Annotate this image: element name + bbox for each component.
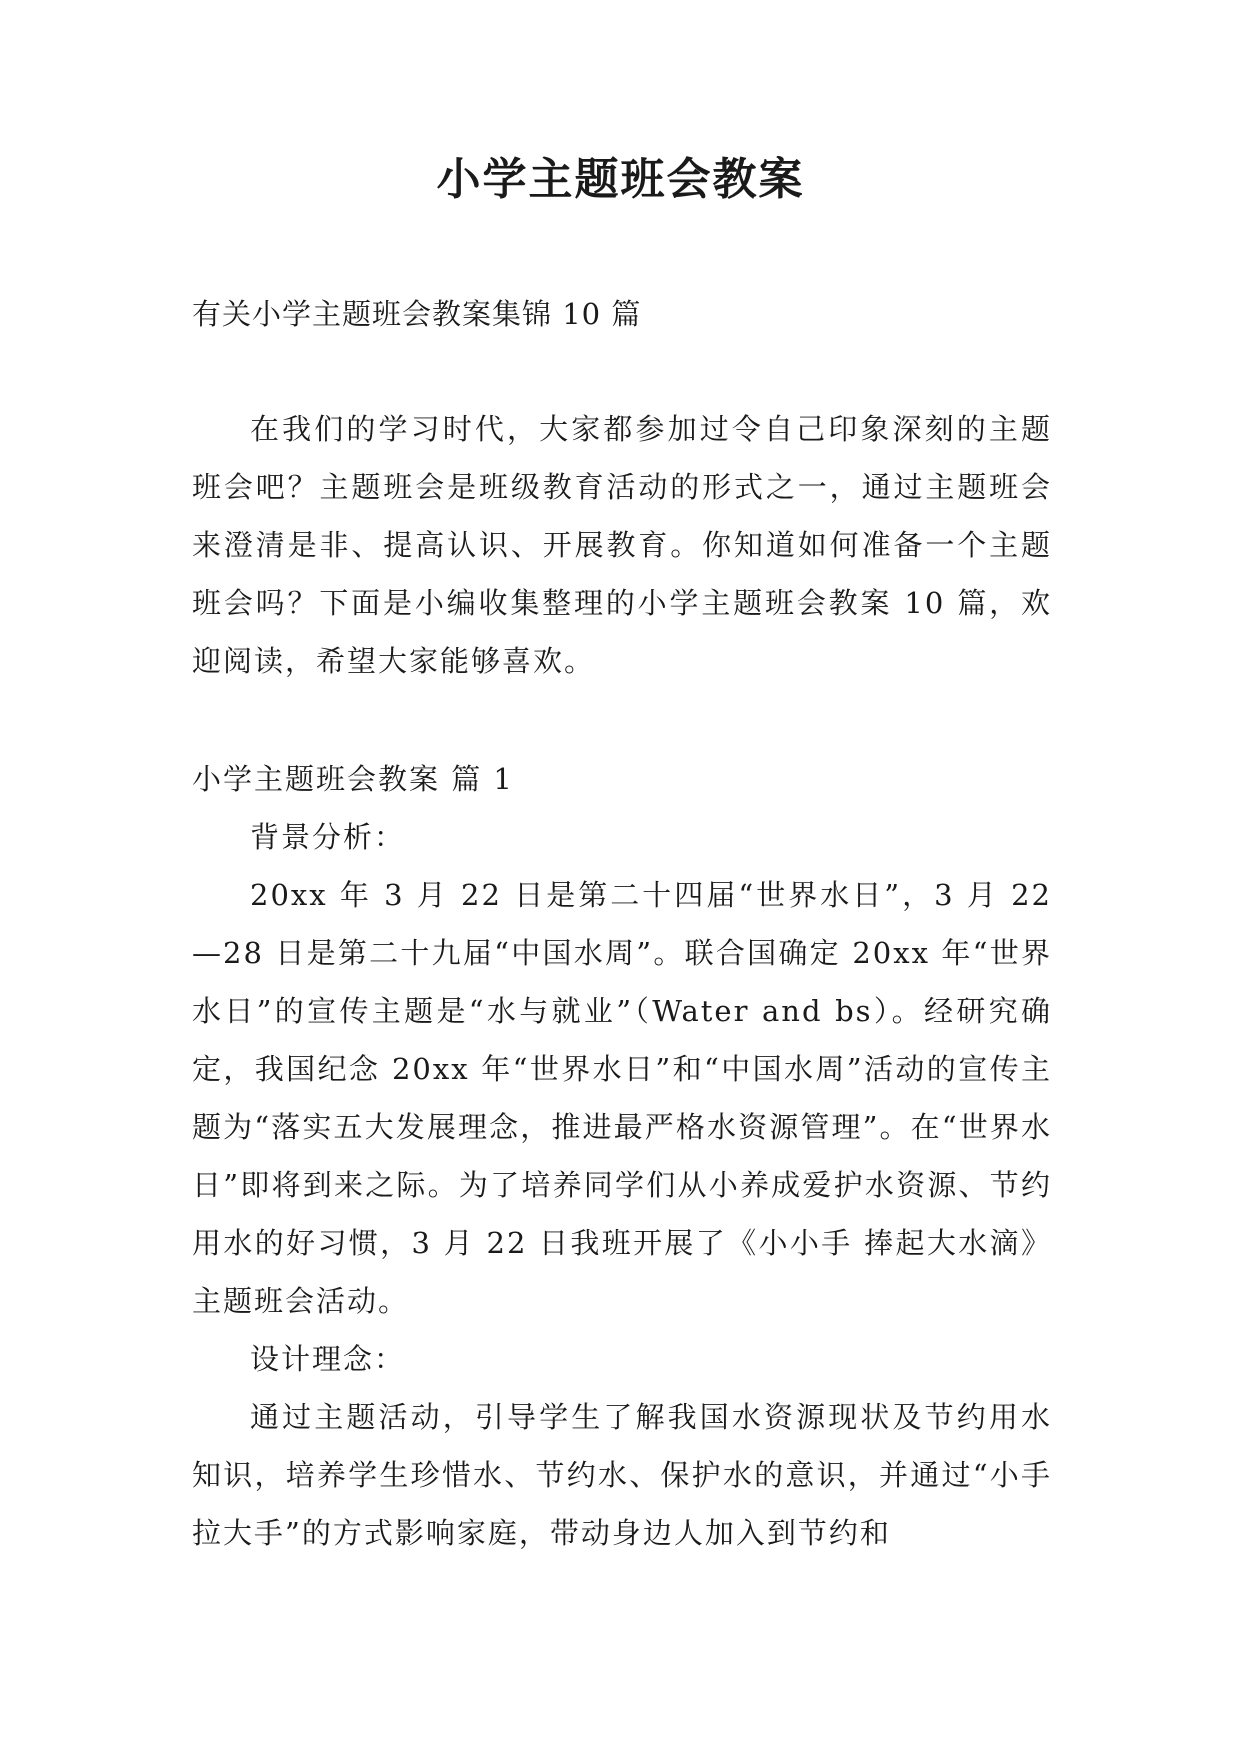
design-label: 设计理念： xyxy=(250,1342,406,1376)
design-paragraph: 通过主题活动，引导学生了解我国水资源现状及节约用水知识，培养学生珍惜水、节约水、保护水的意识，并通过“小手拉大手”的方式影响家庭，带动身边人加入到节约和 xyxy=(192,1400,1052,1550)
intro-paragraph: 在我们的学习时代，大家都参加过令自己印象深刻的主题班会吧？主题班会是班级教育活动的形式之一，通过主题班会来澄清是非、提高认识、开展教育。你知道如何准备一个主题班会吗？下面是小编收集整理的小学主题班会教案 10 篇，欢迎阅读，希望大家能够喜欢。 xyxy=(192,412,1052,678)
section-1-heading: 小学主题班会教案 篇 1 xyxy=(192,762,514,796)
document-subtitle: 有关小学主题班会教案集锦 10 篇 xyxy=(192,297,642,331)
background-label: 背景分析： xyxy=(250,820,406,854)
intro-block xyxy=(192,400,1052,690)
background-paragraph: 20xx 年 3 月 22 日是第二十四届“世界水日”，3 月 22—28 日是第二十九届“中国水周”。联合国确定 20xx 年“世界水日”的宣传主题是“水与就业”（Water and bs）。经研究确定，我国纪念 20xx 年“世界水日”和“中国水周”活动的宣传主题为“落实五大发展理念，推进最严格水资源管理”。在“世界水日”即将到来之际。为了培养同学们从小养成爱护水资源、节约用水的好习惯，3 月 22 日我班开展了《小小手 捧起大水滴》主题班会活动。 xyxy=(192,878,1052,1318)
section-1 xyxy=(192,750,1052,1562)
document-title: 小学主题班会教案 xyxy=(436,154,805,205)
